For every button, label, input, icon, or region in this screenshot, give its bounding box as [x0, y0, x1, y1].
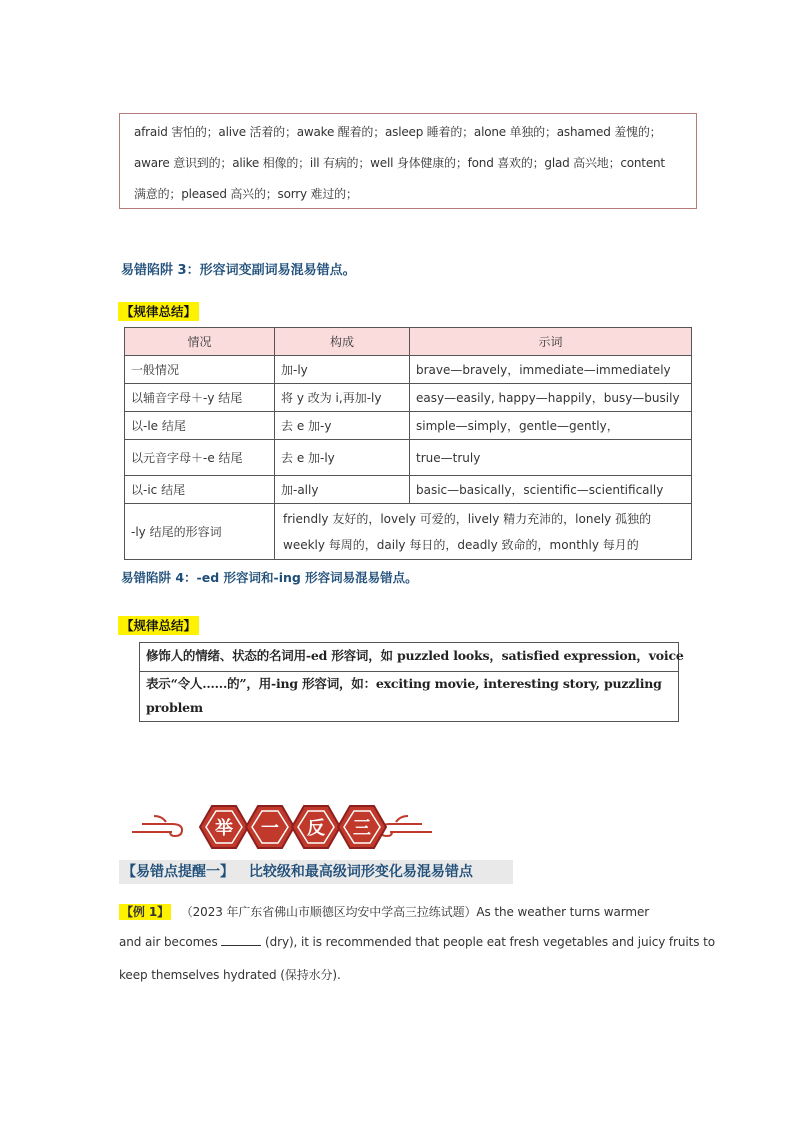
table-row [125, 384, 692, 412]
left-swirl-icon [132, 816, 182, 836]
ly-adjectives-line-2: weekly 每周的，daily 每日的，deadly 致命的，monthly 每月的 [283, 537, 639, 552]
example-source: （2023 年广东省佛山市顺德区均安中学高三拉练试题）As the weather turns warmer [180, 905, 650, 919]
table-cell: 以-ic 结尾 [125, 476, 275, 504]
table-header-formation: 构成 [275, 328, 410, 356]
example-line-3: keep themselves hydrated (保持水分). [119, 968, 341, 982]
table-cell: 去 e 加-y [275, 412, 410, 440]
adjective-list-box [119, 113, 697, 209]
ing-rule-line-continued: problem [146, 700, 203, 715]
table-cell: 加-ally [275, 476, 410, 504]
example-line-1 [119, 903, 649, 920]
section3-heading: 易错陷阱 3：形容词变副词易混易错点。 [121, 263, 356, 278]
banner-char-4: 三 [353, 818, 371, 839]
banner-char-2: 一 [261, 818, 279, 839]
table-cell: 加-ly [275, 356, 410, 384]
banner-char-3: 反 [307, 818, 325, 839]
ing-rule-line: 表示“令人......的”，用-ing 形容词，如：exciting movie, interesting story, puzzling [146, 676, 662, 691]
table-cell: easy—easily, happy—happily，busy—busily [410, 384, 692, 412]
table-cell: 一般情况 [125, 356, 275, 384]
table-header-examples: 示词 [410, 328, 692, 356]
adjective-list-line-3: 满意的；pleased 高兴的；sorry 难过的； [134, 187, 358, 201]
table-row [125, 412, 692, 440]
table-cell-ly-adjectives [275, 504, 692, 560]
adverb-rules-table [124, 327, 692, 560]
section4-summary-tag: 【规律总结】 [118, 616, 199, 635]
table-header-situation: 情况 [125, 328, 275, 356]
example-line-2 [119, 935, 715, 949]
table-row [125, 476, 692, 504]
table-cell: true—truly [410, 440, 692, 476]
ed-rule-line: 修饰人的情绪、状态的名词用-ed 形容词，如 puzzled looks，satisfied expression，voice [146, 648, 684, 663]
error-hint-heading [119, 860, 513, 884]
error-hint-label: 【易错点提醒一】 [122, 864, 234, 880]
banner-decoration [132, 796, 432, 858]
adjective-list-line-1: afraid 害怕的；alive 活着的；awake 醒着的；asleep 睡着的；alone 单独的；ashamed 羞愧的； [134, 125, 662, 139]
table-cell: 以-le 结尾 [125, 412, 275, 440]
error-hint-text: 比较级和最高级词形变化易混易错点 [248, 864, 473, 880]
ed-ing-rules-box [139, 642, 684, 722]
table-header-row [125, 328, 692, 356]
table-cell: 将 y 改为 i,再加-ly [275, 384, 410, 412]
table-cell: 以元音字母＋-e 结尾 [125, 440, 275, 476]
box-divider [140, 671, 678, 672]
table-cell: brave—bravely，immediate—immediately [410, 356, 692, 384]
section3-summary-tag: 【规律总结】 [118, 302, 199, 321]
example-tag: 【例 1】 [121, 905, 170, 919]
adjective-list-line-2: aware 意识到的；alike 相像的；ill 有病的；well 身体健康的；fond 喜欢的；glad 高兴地；content [134, 156, 665, 170]
table-cell: 去 e 加-ly [275, 440, 410, 476]
table-cell: basic—basically，scientific—scientifically [410, 476, 692, 504]
answer-blank[interactable] [221, 935, 261, 946]
table-row [125, 440, 692, 476]
table-cell: -ly 结尾的形容词 [125, 504, 275, 560]
table-cell: 以辅音字母＋-y 结尾 [125, 384, 275, 412]
section4-heading: 易错陷阱 4：-ed 形容词和-ing 形容词易混易错点。 [121, 570, 418, 585]
right-swirl-icon [380, 816, 432, 836]
banner-char-1: 举 [215, 818, 233, 839]
example-line-2-start: and air becomes [119, 935, 218, 949]
table-cell: simple—simply，gentle—gently， [410, 412, 692, 440]
ly-adjectives-line-1: friendly 友好的，lovely 可爱的，lively 精力充沛的，lonely 孤独的 [283, 511, 652, 526]
example-line-2-end: (dry), it is recommended that people eat fresh vegetables and juicy fruits to [265, 935, 715, 949]
table-row [125, 356, 692, 384]
table-row [125, 504, 692, 560]
